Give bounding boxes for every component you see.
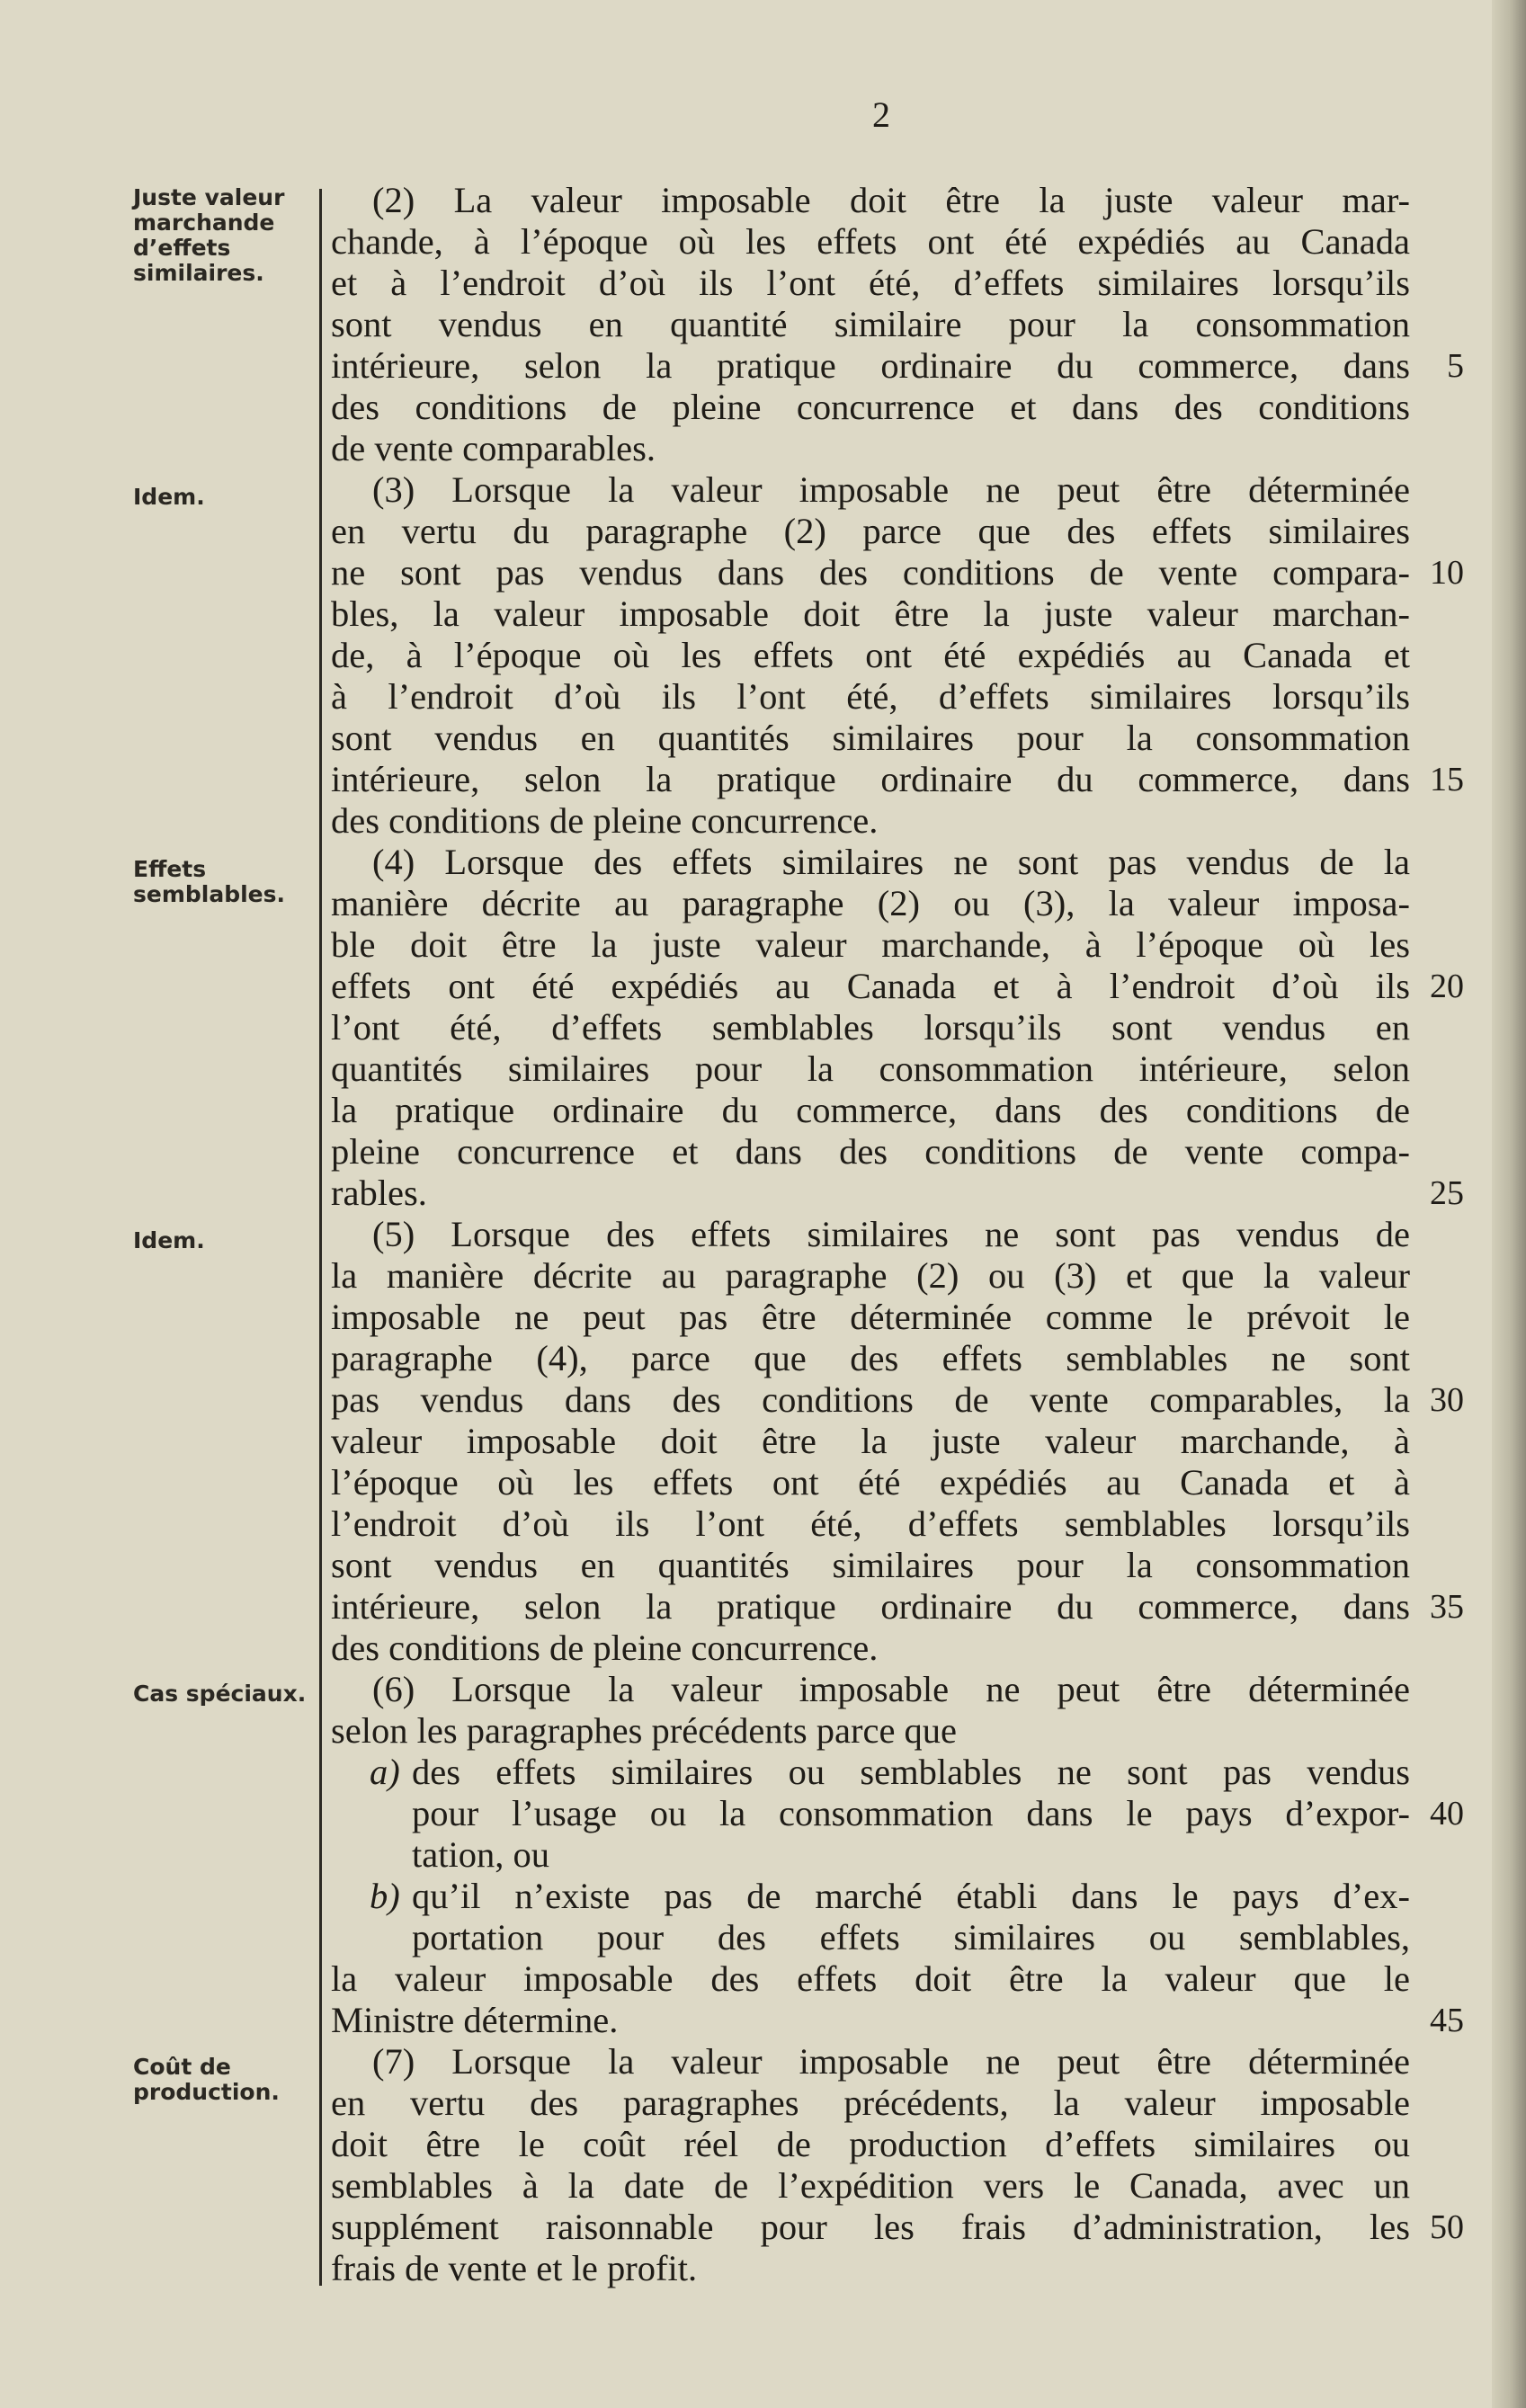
text-line: pleine concurrence et dans des conditions de vente compa- (331, 1131, 1410, 1172)
text-line: (7) Lorsque la valeur imposable ne peut être déterminée (372, 2041, 1410, 2082)
text-line: intérieure, selon la pratique ordinaire du commerce, dans (331, 345, 1410, 386)
text-line: de, à l’époque où les effets ont été expédiés au Canada et (331, 635, 1410, 675)
text-line: la pratique ordinaire du commerce, dans des conditions de (331, 1090, 1410, 1130)
text-line: frais de vente et le profit. (331, 2248, 698, 2288)
note-line: Effets (133, 856, 207, 882)
text-line: l’endroit d’où ils l’ont été, d’effets semblables lorsqu’ils (331, 1503, 1410, 1544)
page-number: 2 (872, 94, 890, 135)
margin-note-cout-production (133, 2055, 313, 2105)
line-number: 5 (1447, 347, 1464, 385)
note-line: marchande (133, 210, 275, 236)
page-edge (1492, 0, 1526, 2408)
margin-note-cas-speciaux (133, 1681, 313, 1707)
margin-note-effets-semblables (133, 857, 313, 907)
text-line: de vente comparables. (331, 428, 656, 468)
text-line: pas vendus dans des conditions de vente comparables, la (331, 1379, 1410, 1420)
note-line: similaires. (133, 260, 264, 286)
text-line: rables. (331, 1173, 427, 1213)
text-line: tation, ou (412, 1834, 549, 1875)
text-line: (5) Lorsque des effets similaires ne sont pas vendus de (372, 1214, 1410, 1254)
note-line: d’effets (133, 235, 231, 261)
text-line: ne sont pas vendus dans des conditions de vente compara- (331, 552, 1410, 593)
text-line: à l’endroit d’où ils l’ont été, d’effets similaires lorsqu’ils (331, 676, 1410, 717)
line-number: 35 (1430, 1588, 1464, 1626)
line-number: 50 (1430, 2208, 1464, 2246)
text-line: imposable ne peut pas être déterminée comme le prévoit le (331, 1297, 1410, 1337)
text-line: chande, à l’époque où les effets ont été expédiés au Canada (331, 221, 1410, 262)
text-line: Ministre détermine. (331, 2000, 619, 2040)
text-line: semblables à la date de l’expédition vers le Canada, avec un (331, 2165, 1410, 2206)
text-line: quantités similaires pour la consommation intérieure, selon (331, 1048, 1410, 1089)
text-line: (3) Lorsque la valeur imposable ne peut être déterminée (372, 469, 1410, 510)
text-line: manière décrite au paragraphe (2) ou (3), la valeur imposa- (331, 883, 1410, 923)
text-line: la valeur imposable des effets doit être la valeur que le (331, 1958, 1410, 1999)
item-label-a: a) (370, 1752, 400, 1792)
text-line: des conditions de pleine concurrence et dans des conditions (331, 387, 1410, 427)
text-line: l’ont été, d’effets semblables lorsqu’ils sont vendus en (331, 1007, 1410, 1048)
line-number: 10 (1430, 554, 1464, 592)
line-number: 30 (1430, 1381, 1464, 1419)
text-line: des conditions de pleine concurrence. (331, 1628, 879, 1668)
text-line: sont vendus en quantités similaires pour la consommation (331, 1545, 1410, 1585)
line-number: 25 (1430, 1174, 1464, 1212)
text-line: bles, la valeur imposable doit être la juste valeur marchan- (331, 593, 1410, 634)
text-line: (4) Lorsque des effets similaires ne sont pas vendus de la (372, 842, 1410, 882)
item-label-b: b) (370, 1876, 400, 1916)
line-number: 45 (1430, 2002, 1464, 2039)
text-line: qu’il n’existe pas de marché établi dans le pays d’ex- (412, 1876, 1410, 1916)
line-number: 40 (1430, 1795, 1464, 1833)
text-line: pour l’usage ou la consommation dans le pays d’expor- (412, 1793, 1410, 1833)
text-line: (6) Lorsque la valeur imposable ne peut être déterminée (372, 1669, 1410, 1709)
note-line: production. (133, 2079, 280, 2105)
margin-note-idem-2 (133, 1228, 313, 1253)
line-number: 15 (1430, 761, 1464, 798)
note-line: Idem. (133, 1227, 205, 1253)
text-line: paragraphe (4), parce que des effets semblables ne sont (331, 1338, 1410, 1378)
text-line: (2) La valeur imposable doit être la juste valeur mar- (372, 180, 1410, 220)
text-line: sont vendus en quantités similaires pour la consommation (331, 718, 1410, 758)
note-line: Juste valeur (133, 184, 285, 210)
text-line: supplément raisonnable pour les frais d’administration, les (331, 2207, 1410, 2247)
text-line: intérieure, selon la pratique ordinaire du commerce, dans (331, 759, 1410, 799)
text-line: portation pour des effets similaires ou semblables, (412, 1917, 1410, 1958)
margin-note-juste-valeur (133, 185, 313, 286)
margin-rule (319, 189, 322, 2286)
text-line: sont vendus en quantité similaire pour la consommation (331, 304, 1410, 344)
text-line: l’époque où les effets ont été expédiés au Canada et à (331, 1462, 1410, 1503)
text-line: intérieure, selon la pratique ordinaire du commerce, dans (331, 1586, 1410, 1627)
note-line: Coût de (133, 2054, 231, 2080)
note-line: Cas spéciaux. (133, 1681, 307, 1707)
text-line: la manière décrite au paragraphe (2) ou (3) et que la valeur (331, 1255, 1410, 1296)
note-line: Idem. (133, 484, 205, 510)
text-line: en vertu des paragraphes précédents, la valeur imposable (331, 2082, 1410, 2123)
text-line: selon les paragraphes précédents parce que (331, 1710, 958, 1751)
note-line: semblables. (133, 881, 286, 907)
text-line: effets ont été expédiés au Canada et à l’endroit d’où ils (331, 966, 1410, 1006)
line-number: 20 (1430, 968, 1464, 1005)
text-line: et à l’endroit d’où ils l’ont été, d’effets similaires lorsqu’ils (331, 263, 1410, 303)
text-line: doit être le coût réel de production d’effets similaires ou (331, 2124, 1410, 2164)
text-line: des conditions de pleine concurrence. (331, 800, 879, 841)
text-line: valeur imposable doit être la juste valeur marchande, à (331, 1421, 1410, 1461)
text-line: en vertu du paragraphe (2) parce que des effets similaires (331, 511, 1410, 551)
text-line: des effets similaires ou semblables ne sont pas vendus (412, 1752, 1410, 1792)
text-line: ble doit être la juste valeur marchande, à l’époque où les (331, 924, 1410, 965)
margin-note-idem-1 (133, 485, 313, 510)
